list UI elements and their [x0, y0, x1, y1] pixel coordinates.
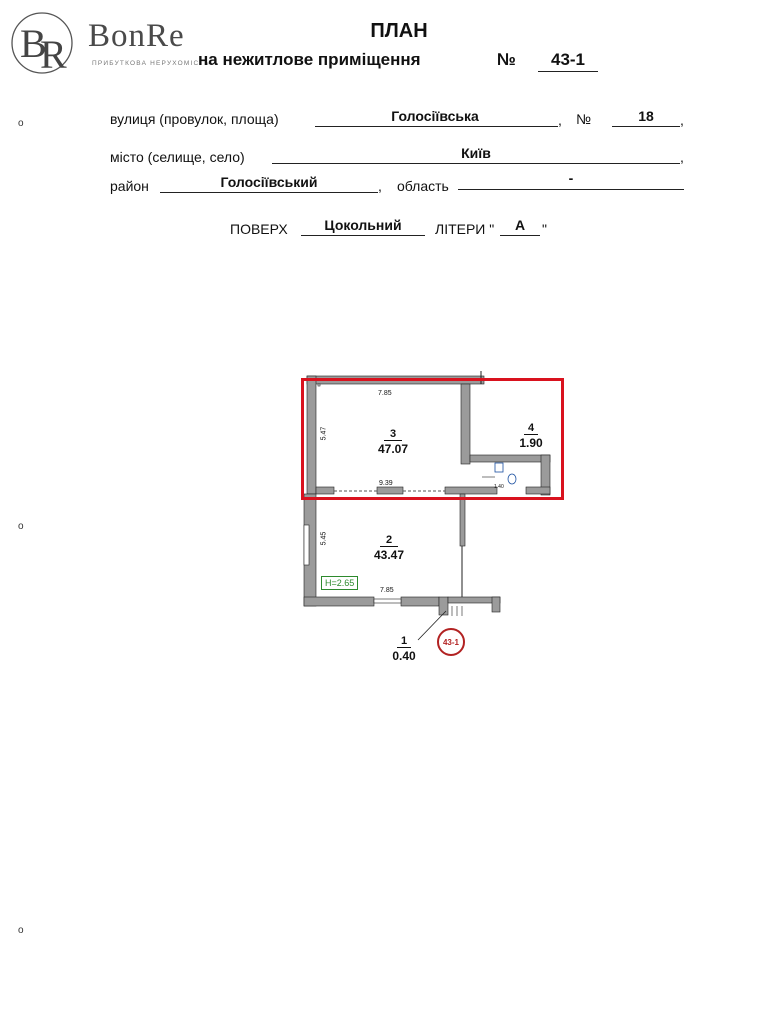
plan-number: 43-1: [550, 50, 586, 69]
dim-bottom-width: 7.85: [380, 587, 394, 594]
margin-mark: о: [18, 118, 24, 129]
highlight-frame: [301, 378, 564, 500]
street-label: вулиця (провулок, площа): [110, 111, 279, 127]
dim-room2-height: 5.45: [320, 531, 328, 546]
house-value: 18: [638, 108, 654, 124]
dim-middle-width: 9.39: [379, 480, 393, 487]
dim-room4-small: 1.40: [494, 484, 504, 490]
logo-brand: BonRe: [88, 18, 185, 54]
dim-room3-height: 5.47: [320, 426, 328, 441]
floor-label: ПОВЕРХ: [230, 221, 288, 237]
wall: [439, 597, 448, 615]
letter-value: А: [514, 217, 526, 233]
svg-text:R: R: [40, 32, 67, 76]
room-1-label: 1 0.40: [392, 635, 416, 663]
room-3-label: 3 47.07: [377, 428, 409, 456]
logo-tagline: ПРИБУТКОВА НЕРУХОМІСТЬ: [92, 60, 210, 67]
house-sign: №: [576, 111, 592, 127]
city-value: Київ: [461, 145, 491, 161]
plan-stamp: 43-1: [437, 628, 465, 656]
district-value: Голосіївський: [220, 174, 318, 190]
district-label: район: [110, 178, 149, 194]
number-sign: №: [497, 50, 516, 69]
wall: [492, 597, 500, 612]
dim-top-width: 7.85: [378, 390, 392, 397]
letter-close: ": [542, 221, 547, 237]
room-2-label: 2 43.47: [373, 534, 405, 562]
margin-mark: о: [18, 925, 24, 936]
region-label: область: [397, 178, 449, 194]
margin-mark: о: [18, 521, 24, 532]
page-title: ПЛАН: [370, 20, 428, 42]
svg-text:B: B: [20, 21, 47, 66]
region-value: -: [568, 170, 574, 186]
city-label: місто (селище, село): [110, 149, 245, 165]
wall: [304, 597, 374, 606]
wall: [401, 597, 439, 606]
floor-value: Цокольний: [324, 217, 402, 233]
ceiling-height-badge: H=2.65: [321, 576, 358, 590]
street-value: Голосіївська: [391, 108, 479, 124]
room-4-label: 4 1.90: [519, 422, 543, 450]
page-subtitle: на нежитлове приміщення: [198, 50, 421, 69]
wall: [460, 494, 465, 546]
letter-label: ЛІТЕРИ ": [435, 221, 495, 237]
